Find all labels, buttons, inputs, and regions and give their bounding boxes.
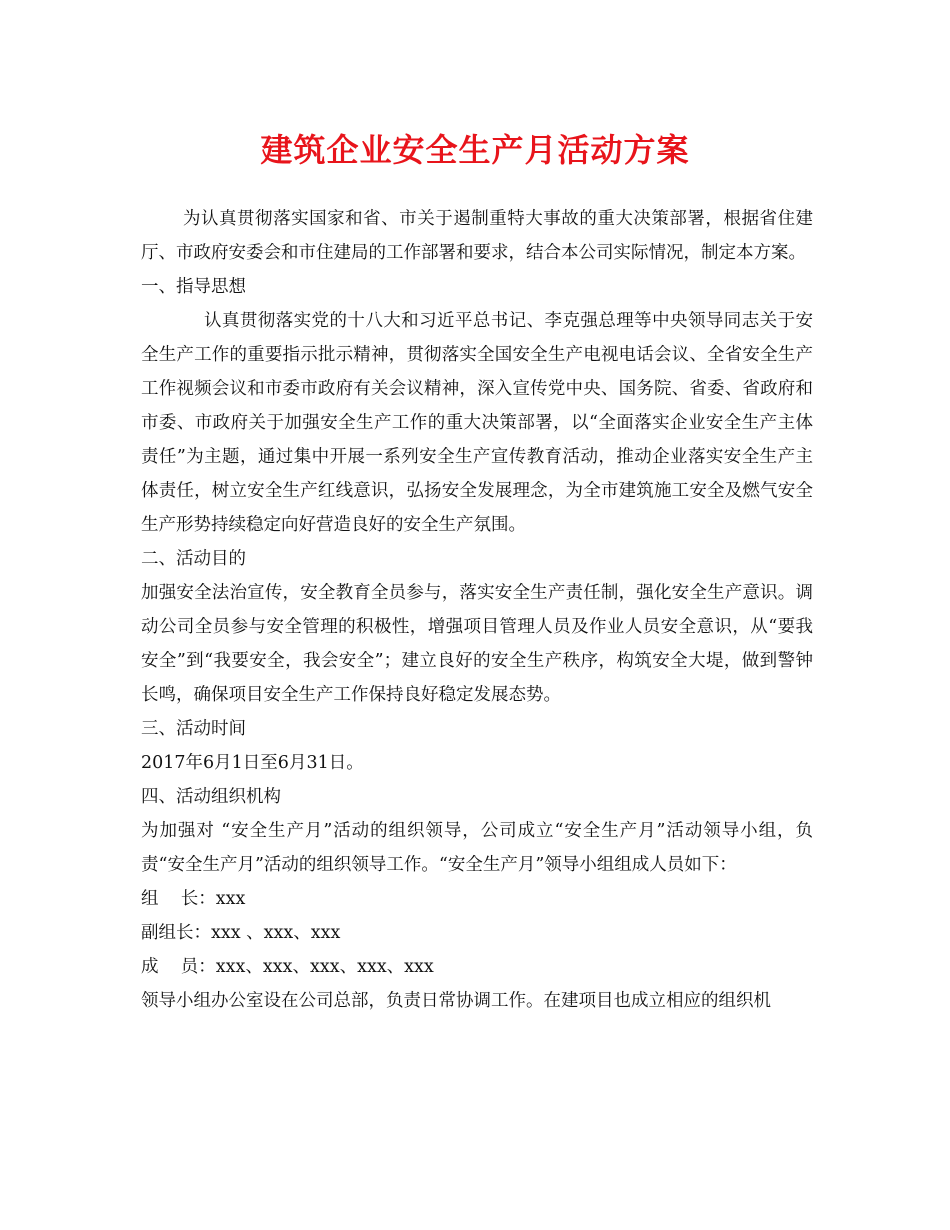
section-heading-activity-time: 三、活动时间 [141, 719, 246, 739]
document-body [141, 202, 813, 1018]
members-line: 成 员：xxx、xxx、xxx、xxx、xxx [141, 957, 434, 977]
document-title: 建筑企业安全生产月活动方案 [260, 131, 690, 169]
activity-time-paragraph: 2017年6月1日至6月31日。 [141, 753, 364, 773]
guiding-ideology-paragraph: 认真贯彻落实党的十八大和习近平总书记、李克强总理等中央领导同志关于安全生产工作的重要指示批示精神，贯彻落实全国安全生产电视电话会议、全省安全生产工作视频会议和市委市政府有关会议精神，深入宣传党中央、国务院、省委、省政府和市委、市政府关于加强安全生产工作的重大决策部署，以“全面落实企业安全生产主体责任”为主题，通过集中开展一系列安全生产宣传教育活动，推动企业落实安全生产主体责任，树立安全生产红线意识，弘扬安全发展理念，为全市建筑施工安全及燃气安全生产形势持续稳定向好营造良好的安全生产氛围。 [141, 311, 813, 535]
deputy-leader-line: 副组长：xxx 、xxx、xxx [141, 923, 341, 943]
section-heading-organization: 四、活动组织机构 [141, 787, 281, 807]
office-paragraph: 领导小组办公室设在公司总部，负责日常协调工作。在建项目也成立相应的组织机 [141, 991, 771, 1011]
organization-paragraph: 为加强对 “安全生产月”活动的组织领导，公司成立“安全生产月”活动领导小组，负责“安全生产月”活动的组织领导工作。“安全生产月”领导小组组成人员如下： [141, 821, 813, 875]
intro-paragraph: 为认真贯彻落实国家和省、市关于遏制重特大事故的重大决策部署，根据省住建厅、市政府安委会和市住建局的工作部署和要求，结合本公司实际情况，制定本方案。 [141, 209, 813, 263]
section-heading-activity-purpose: 二、活动目的 [141, 549, 246, 569]
team-leader-line: 组 长：xxx [141, 889, 246, 909]
activity-purpose-paragraph: 加强安全法治宣传，安全教育全员参与，落实安全生产责任制，强化安全生产意识。调动公司全员参与安全管理的积极性，增强项目管理人员及作业人员安全意识，从“要我安全”到“我要安全，我会安全”；建立良好的安全生产秩序，构筑安全大堤，做到警钟长鸣，确保项目安全生产工作保持良好稳定发展态势。 [141, 583, 813, 705]
section-heading-guiding-ideology: 一、指导思想 [141, 277, 246, 297]
